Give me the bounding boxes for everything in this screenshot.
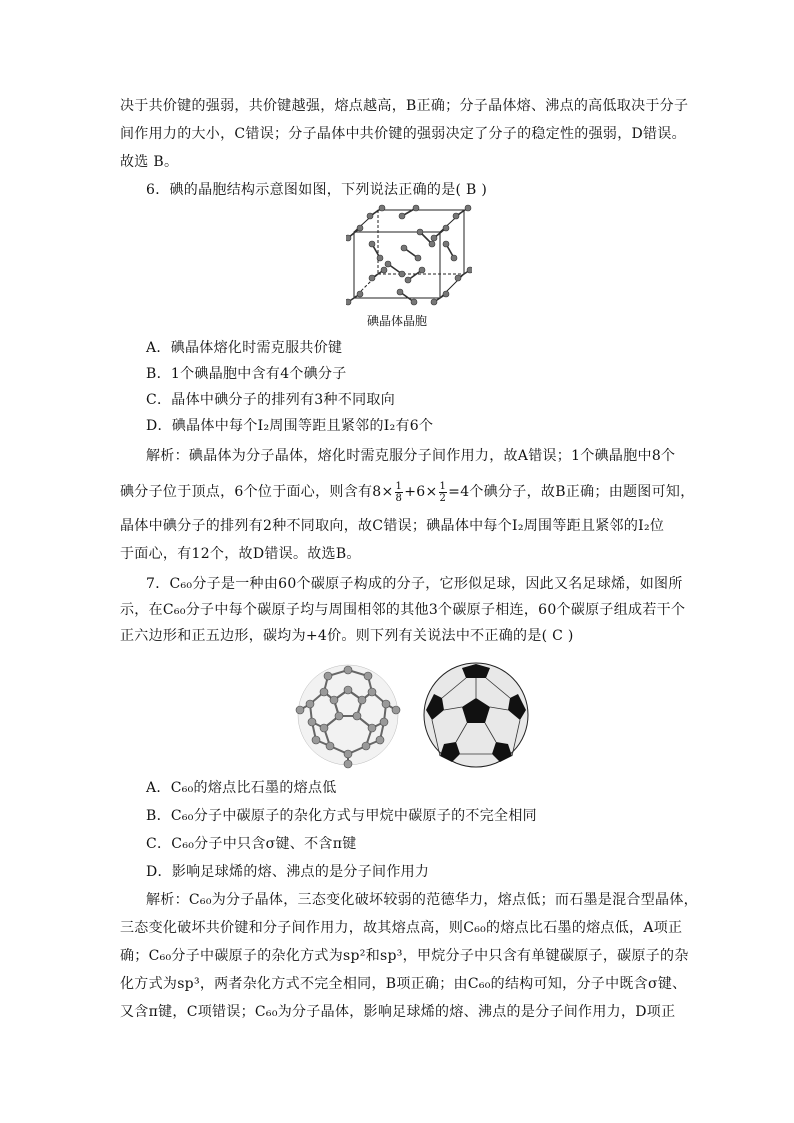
q6-option-d: D．碘晶体中每个I₂周围等距且紧邻的I₂有6个 xyxy=(146,418,434,434)
q7-analysis-line-2: 三态变化破坏共价键和分子间作用力，故其熔点高，则C₆₀的熔点比石墨的熔点低，A项正 xyxy=(120,920,683,936)
q7-option-c: C．C₆₀分子中只含σ键、不含π键 xyxy=(146,836,357,852)
q6-option-a: A．碘晶体熔化时需克服共价键 xyxy=(146,340,343,356)
fraction-denominator: 8 xyxy=(395,492,403,504)
fraction-one-eighth xyxy=(395,481,404,504)
prev-analysis-line-1: 决于共价键的强弱，共价键越强，熔点越高，B正确；分子晶体熔、沸点的高低取决于分子 xyxy=(120,98,689,114)
q7-analysis-line-5: 又含π键，C项错误；C₆₀为分子晶体，影响足球烯的熔、沸点的是分子间作用力，D项正 xyxy=(120,1004,676,1020)
fraction-numerator: 1 xyxy=(395,480,403,492)
q7-stem-line-3: 正六边形和正五边形，碳均为+4价。则下列有关说法中不正确的是( C ) xyxy=(120,628,574,644)
iodine-unit-cell-figure xyxy=(346,204,472,308)
prev-analysis-line-2: 间作用力的大小，C错误；分子晶体中共价键的强弱决定了分子的稳定性的强弱，D错误。 xyxy=(120,126,686,142)
q6-analysis-line-1: 解析：碘晶体为分子晶体，熔化时需克服分子间作用力，故A错误；1个碘晶胞中8个 xyxy=(146,448,676,464)
prev-analysis-line-3: 故选 B。 xyxy=(120,154,179,170)
q7-analysis-line-1: 解析：C₆₀为分子晶体，三态变化破坏较弱的范德华力，熔点低；而石墨是混合型晶体， xyxy=(146,892,698,908)
iodine-figure-caption: 碘晶体晶胞 xyxy=(366,314,427,328)
fraction-denominator: 2 xyxy=(439,492,447,504)
q7-analysis-line-4: 化方式为sp³，两者杂化方式不完全相同，B项正确；由C₆₀的结构可知，分子中既含σ键、 xyxy=(120,976,687,992)
q6-analysis-line-2 xyxy=(120,480,695,504)
q7-option-a: A．C₆₀的熔点比石墨的熔点低 xyxy=(146,780,337,796)
q6-analysis-text-a: 碘分子位于顶点，6个位于面心，则含有8× xyxy=(120,484,394,500)
q6-stem: 6．碘的晶胞结构示意图如图，下列说法正确的是( B ) xyxy=(146,182,488,198)
q6-option-b: B．1个碘晶胞中含有4个碘分子 xyxy=(146,366,347,382)
football-image xyxy=(420,660,532,770)
q7-analysis-line-3: 确；C₆₀分子中碳原子的杂化方式为sp²和sp³，甲烷分子中只含有单键碳原子，碳原子的杂 xyxy=(120,948,689,964)
q6-analysis-text-b: +6× xyxy=(404,484,438,500)
q7-stem-line-1: 7．C₆₀分子是一种由60个碳原子构成的分子，它形似足球，因此又名足球烯，如图所 xyxy=(146,576,683,592)
fraction-numerator: 1 xyxy=(439,480,447,492)
q7-option-d: D．影响足球烯的熔、沸点的是分子间作用力 xyxy=(146,864,430,880)
c60-molecule-model-image xyxy=(292,660,404,770)
q7-option-b: B．C₆₀分子中碳原子的杂化方式与甲烷中碳原子的不完全相同 xyxy=(146,808,537,824)
q7-stem-line-2: 示，在C₆₀分子中每个碳原子均与周围相邻的其他3个碳原子相连，60个碳原子组成若干个 xyxy=(120,602,686,618)
fraction-one-half xyxy=(439,481,448,504)
q6-analysis-line-3: 晶体中碘分子的排列有2种不同取向，故C错误；碘晶体中每个I₂周围等距且紧邻的I₂位 xyxy=(120,518,665,534)
q6-option-c: C．晶体中碘分子的排列有3种不同取向 xyxy=(146,392,396,408)
q6-analysis-line-4: 于面心，有12个，故D错误。故选B。 xyxy=(120,546,361,562)
q6-analysis-text-c: =4个碘分子，故B正确；由题图可知， xyxy=(448,484,695,500)
